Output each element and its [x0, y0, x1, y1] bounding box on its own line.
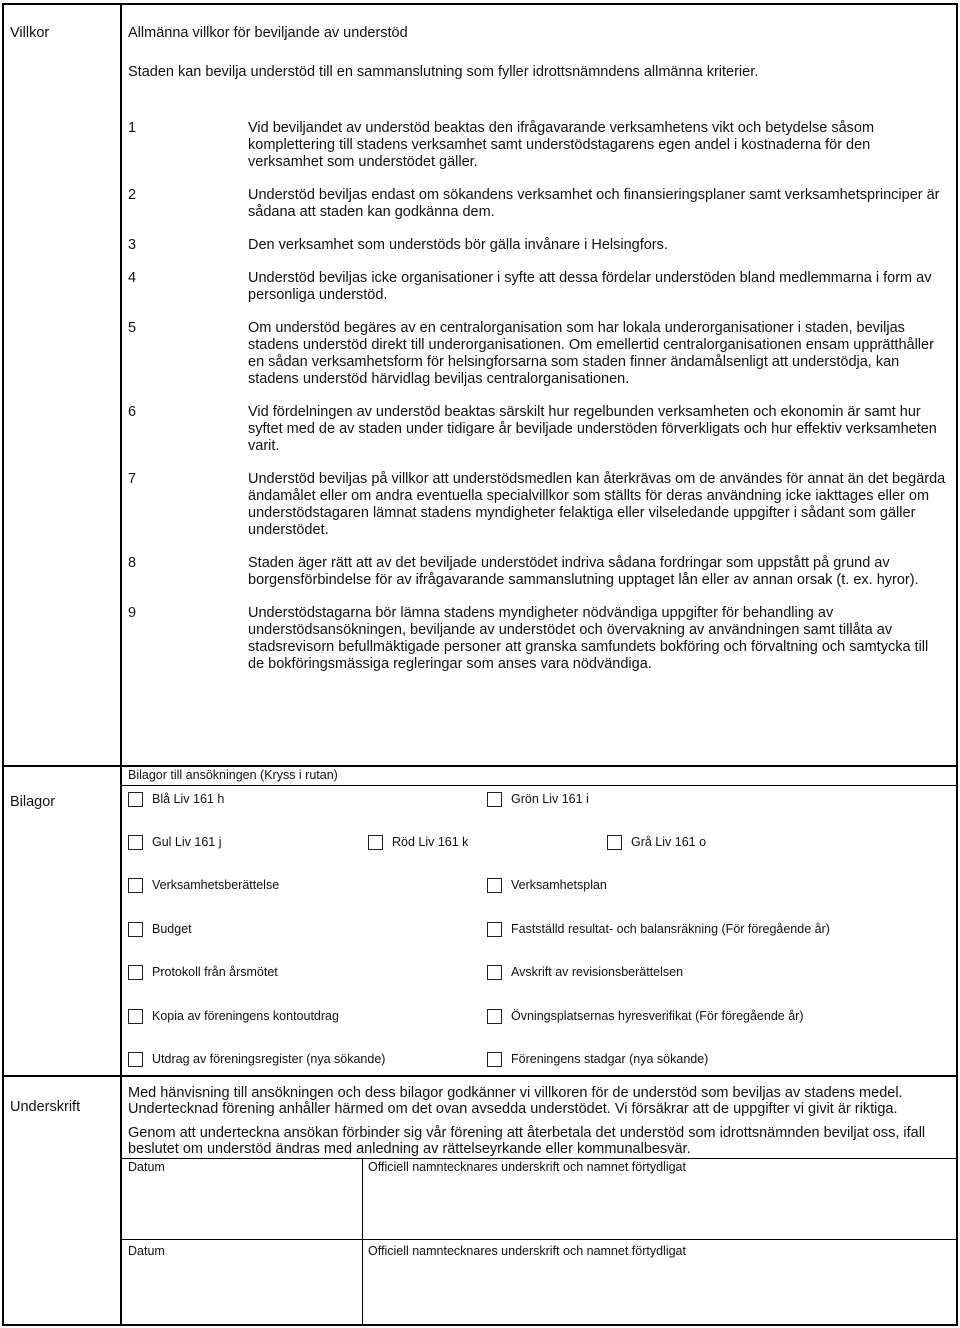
frame-right: [956, 3, 958, 1325]
attachment-checkbox-kontoutdrag[interactable]: [128, 1009, 339, 1024]
signature-row2-top: [122, 1239, 956, 1240]
date-label: Datum: [128, 1160, 165, 1174]
villkor-heading: Allmänna villkor för beviljande av understöd: [128, 25, 408, 41]
date-label: Datum: [128, 1244, 165, 1258]
checkbox-box[interactable]: [128, 965, 143, 980]
date-field[interactable]: [124, 1260, 360, 1320]
attachment-checkbox-gul-liv[interactable]: [128, 835, 221, 850]
condition-text: Den verksamhet som understöds bör gälla invånare i Helsingfors.: [248, 237, 668, 253]
condition-text: Om understöd begäres av en centralorganisation som har lokala underorganisationer i staden, beviljas stadens understöd direkt till underorganisationen. Om emellertid centralorganisationen ensam upprätthåller en sådan verksamhetsform för helsingforsarna som staden finner ändamålsenligt att understödja, kan stadens understöd härvidlag beviljas centralorganisationen.: [248, 320, 934, 387]
condition-number: 6: [128, 404, 137, 420]
checkbox-box[interactable]: [487, 922, 502, 937]
checkbox-box[interactable]: [128, 922, 143, 937]
condition-number: 5: [128, 320, 137, 336]
condition-text: Understöd beviljas på villkor att understödsmedlen kan återkrävas om de användes för annat än det begärda ändamålet eller om andra eventuella specialvillkor som ställts för deras användning icke iakttages eller om understödstagaren lämnat stadens myndigheter felaktiga eller vilseledande uppgifter i sådant som gäller understödet.: [248, 471, 946, 538]
frame-top: [2, 3, 958, 5]
checkbox-label: Avskrift av revisionsberättelsen: [511, 965, 684, 979]
label-column-divider: [120, 3, 122, 1325]
signature-column-divider: [362, 1158, 363, 1324]
attachment-checkbox-rod-liv[interactable]: [368, 835, 468, 850]
checkbox-label: Utdrag av föreningsregister (nya sökande): [152, 1052, 386, 1066]
checkbox-box[interactable]: [128, 1009, 143, 1024]
attachment-checkbox-protokoll[interactable]: [128, 965, 278, 980]
attachment-checkbox-stadgar[interactable]: [487, 1052, 708, 1067]
checkbox-label: Kopia av föreningens kontoutdrag: [152, 1009, 339, 1023]
checkbox-label: Grå Liv 161 o: [631, 835, 707, 849]
villkor-bilagor-divider: [2, 765, 958, 767]
condition-number: 1: [128, 120, 137, 136]
bilagor-underskrift-divider: [2, 1075, 958, 1077]
checkbox-label: Verksamhetsplan: [511, 878, 607, 892]
checkbox-label: Gul Liv 161 j: [152, 835, 222, 849]
condition-number: 4: [128, 270, 137, 286]
underskrift-repayment-clause: Genom att underteckna ansökan förbinder sig vår förening att återbetala det understöd som idrottsnämnden beviljat oss, ifall beslutet om understöd ändras med anledning av rättelseyrkande eller kommunalbesvär.: [128, 1125, 926, 1157]
bilagor-header: Bilagor till ansökningen (Kryss i rutan): [128, 768, 338, 782]
attachment-checkbox-gron-liv[interactable]: [487, 792, 589, 807]
condition-text: Staden äger rätt att av det beviljade understödet indriva sådana fordringar som uppstått på grund av borgensförbindelse för av ifrågavarande sammanslutning upptaget lån eller av annan orsak (t. ex. hyror).: [248, 555, 919, 588]
signature-label: Officiell namntecknares underskrift och namnet förtydligat: [368, 1244, 686, 1258]
signature-field[interactable]: [366, 1176, 954, 1236]
section-label-bilagor: Bilagor: [10, 794, 56, 810]
condition-number: 7: [128, 471, 137, 487]
condition-text: Vid fördelningen av understöd beaktas särskilt hur regelbunden verksamheten och ekonomin är samt hur syftet med de av staden under tidigare år beviljade understöden förverkligats och hur effektiv verksamheten varit.: [248, 404, 937, 454]
date-field[interactable]: [124, 1176, 360, 1236]
frame-left: [2, 3, 4, 1325]
checkbox-box[interactable]: [128, 1052, 143, 1067]
signature-label: Officiell namntecknares underskrift och namnet förtydligat: [368, 1160, 686, 1174]
section-label-villkor: Villkor: [10, 25, 50, 41]
checkbox-box[interactable]: [487, 792, 502, 807]
checkbox-label: Budget: [152, 922, 192, 936]
checkbox-label: Blå Liv 161 h: [152, 792, 225, 806]
attachment-checkbox-verksamhetsberattelse[interactable]: [128, 878, 279, 893]
section-label-underskrift: Underskrift: [10, 1099, 81, 1115]
checkbox-box[interactable]: [487, 878, 502, 893]
checkbox-box[interactable]: [128, 835, 143, 850]
attachment-checkbox-verksamhetsplan[interactable]: [487, 878, 607, 893]
condition-number: 8: [128, 555, 137, 571]
condition-text: Understödstagarna bör lämna stadens myndigheter nödvändiga uppgifter för behandling av understödsansökningen, beviljande av understödet och övervakning av användningen samt tillåta av stadsrevisorn befullmäktigade personer att granska samfundets bokföring och förvaltning och samtycka till de bokföringsmässiga regleringar som anses vara nödvändiga.: [248, 605, 929, 672]
checkbox-label: Grön Liv 161 i: [511, 792, 589, 806]
signature-field[interactable]: [366, 1260, 954, 1320]
checkbox-label: Verksamhetsberättelse: [152, 878, 280, 892]
condition-text: Understöd beviljas endast om sökandens verksamhet och finansieringsplaner samt verksamhetsprinciper är sådana att staden kan godkänna dem.: [248, 187, 940, 220]
condition-number: 3: [128, 237, 137, 253]
checkbox-label: Fastställd resultat- och balansräkning (För föregående år): [511, 922, 830, 936]
attachment-checkbox-resultatrakning[interactable]: [487, 922, 830, 937]
attachment-checkbox-gra-liv[interactable]: [607, 835, 706, 850]
bilagor-header-underline: [122, 785, 956, 786]
condition-number: 2: [128, 187, 137, 203]
checkbox-box[interactable]: [128, 792, 143, 807]
condition-number: 9: [128, 605, 137, 621]
checkbox-label: Övningsplatsernas hyresverifikat (För föregående år): [511, 1009, 804, 1023]
villkor-intro: Staden kan bevilja understöd till en sammanslutning som fyller idrottsnämndens allmänna kriterier.: [128, 64, 759, 80]
signature-row1-top: [122, 1158, 956, 1159]
underskrift-statement: Med hänvisning till ansökningen och dess bilagor godkänner vi villkoren för de understöd som beviljas av stadens medel. Undertecknad förening anhåller härmed om det ovan avsedda understödet. Vi försäkrar att de uppgifter vi givit är riktiga.: [128, 1085, 903, 1117]
checkbox-box[interactable]: [487, 1052, 502, 1067]
condition-text: Understöd beviljas icke organisationer i syfte att dessa fördelar understöden bland medlemmarna i form av personliga understöd.: [248, 270, 932, 303]
attachment-checkbox-foreningsregister[interactable]: [128, 1052, 385, 1067]
checkbox-label: Föreningens stadgar (nya sökande): [511, 1052, 709, 1066]
checkbox-box[interactable]: [607, 835, 622, 850]
checkbox-box[interactable]: [128, 878, 143, 893]
checkbox-box[interactable]: [487, 965, 502, 980]
attachment-checkbox-budget[interactable]: [128, 922, 192, 937]
checkbox-label: Röd Liv 161 k: [392, 835, 469, 849]
checkbox-box[interactable]: [487, 1009, 502, 1024]
checkbox-box[interactable]: [368, 835, 383, 850]
attachment-checkbox-bla-liv[interactable]: [128, 792, 224, 807]
attachment-checkbox-revisionsberattelse[interactable]: [487, 965, 683, 980]
condition-text: Vid beviljandet av understöd beaktas den ifrågavarande verksamhetens vikt och betydelse såsom komplettering till stadens verksamhet samt understödstagarens egen andel i kostnaderna för den verksamhet som understödet gäller.: [248, 120, 875, 170]
attachment-checkbox-hyresverifikat[interactable]: [487, 1009, 804, 1024]
checkbox-label: Protokoll från årsmötet: [152, 965, 278, 979]
frame-bottom: [2, 1324, 958, 1326]
